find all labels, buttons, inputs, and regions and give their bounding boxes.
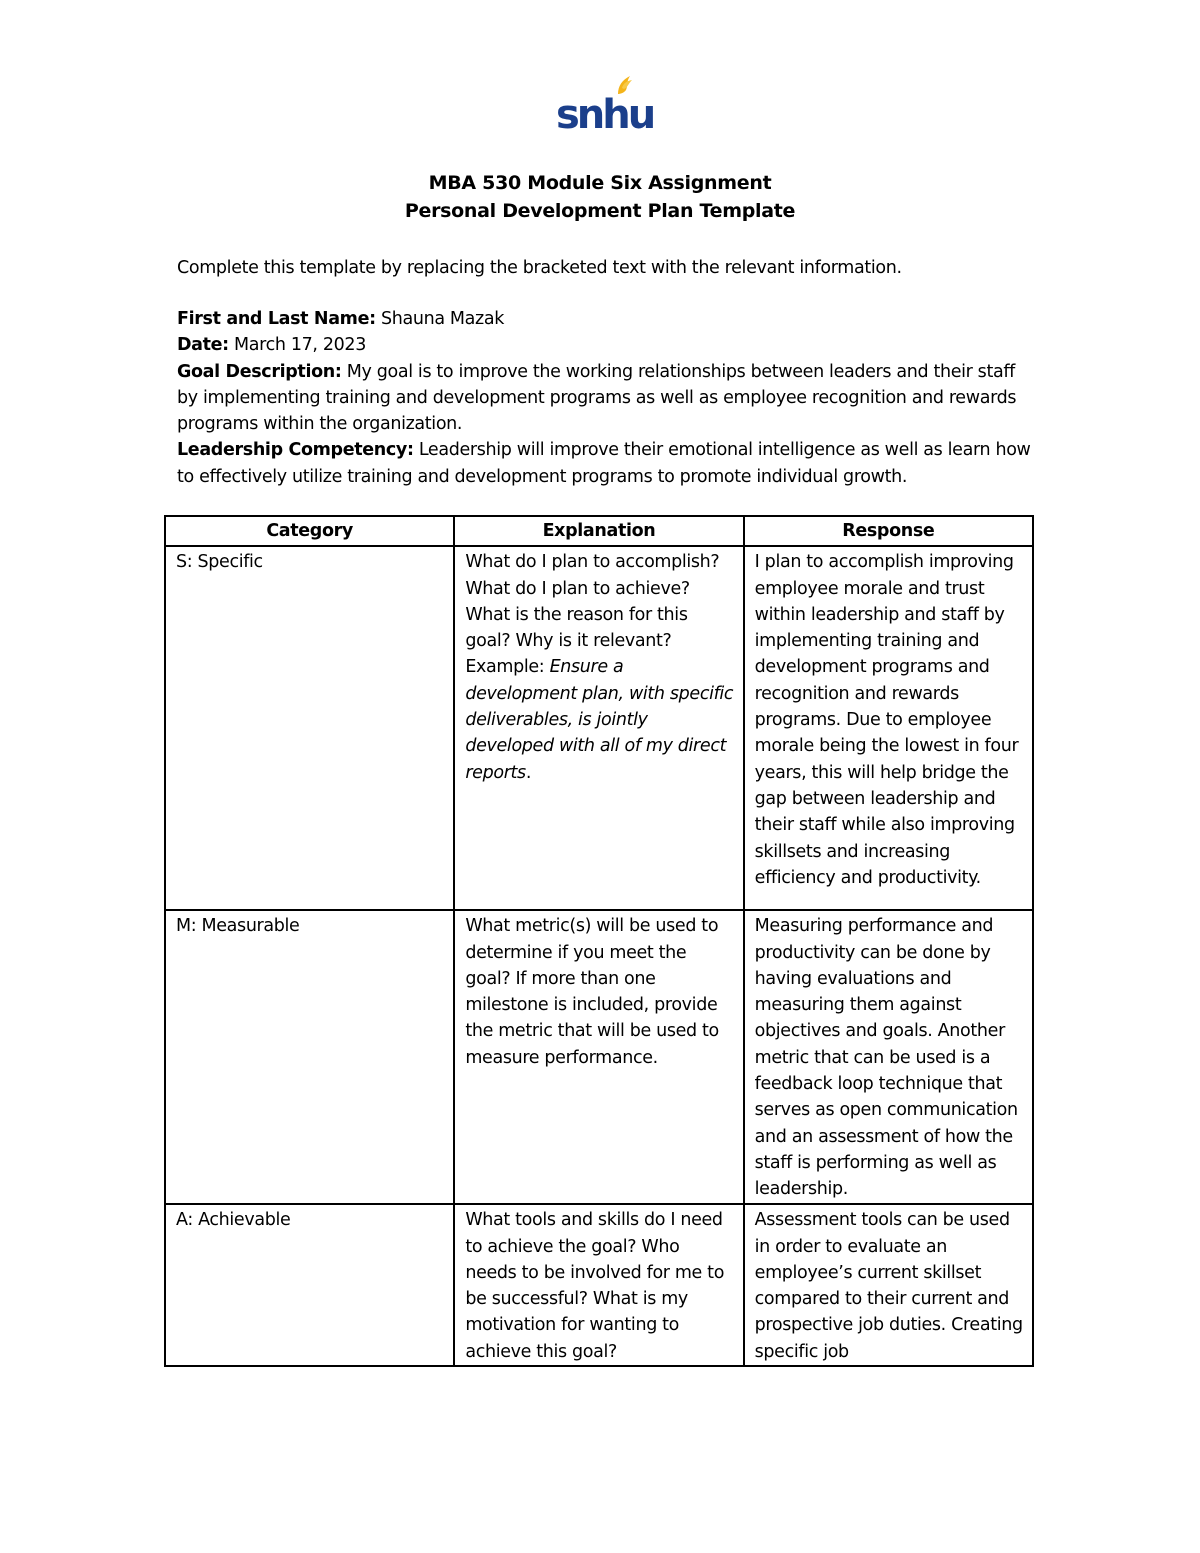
response-cell: Measuring performance and productivity can be done by having evaluations and measuring them against objectives and goals. Another metric that can be used is a feedback loop technique that serves as open communication and an assessment of how the staff is performing as well as leadership. (744, 910, 1033, 1204)
competency-label: Leadership Competency: (177, 440, 414, 461)
document-subtitle: Personal Development Plan Template (404, 200, 796, 222)
name-label: First and Last Name: (177, 309, 376, 329)
document-title: MBA 530 Module Six Assignment (428, 172, 772, 194)
date-value: March 17, 2023 (228, 335, 366, 356)
table-row (165, 910, 1033, 1204)
plan-details (177, 306, 1037, 490)
explanation-text: What do I plan to accomplish? What do I plan to achieve? What is the reason for this goal? Why is it relevant? Example: (465, 552, 720, 678)
smart-goal-table (164, 515, 1034, 1367)
response-cell (744, 1204, 1033, 1366)
instructions-text: Complete this template by replacing the bracketed text with the relevant information. (177, 258, 902, 278)
table-row (165, 546, 1033, 910)
explanation-cell: What metric(s) will be used to determine if you meet the goal? If more than one milestone is included, provide the metric that will be used to measure performance. (454, 910, 743, 1204)
competency-value: Leadership will improve their emotional intelligence as well as learn how to effectively utilize training and development programs to promote individual growth. (177, 440, 1031, 487)
response-text: Assessment tools can be used in order to evaluate an employee’s current skillset compared to their current and prospective job duties. Creating specific job (754, 1210, 1023, 1362)
date-label: Date: (177, 335, 229, 356)
example-end: . (525, 762, 532, 783)
header-response: Response (744, 516, 1033, 546)
category-cell: M: Measurable (165, 910, 454, 1204)
snhu-logo (556, 72, 654, 138)
name-value: Shauna Mazak (375, 309, 505, 329)
goal-line (177, 359, 1037, 438)
competency-line (177, 437, 1037, 490)
name-line (177, 306, 1037, 332)
header-explanation: Explanation (454, 516, 743, 546)
category-cell: A: Achievable (165, 1204, 454, 1366)
goal-value: My goal is to improve the working relationships between leaders and their staff by implementing training and development programs as well as employee recognition and rewards programs within the organization. (177, 361, 1017, 435)
explanation-cell (454, 546, 743, 910)
table-header-row (165, 516, 1033, 546)
svg-text:snhu: snhu (556, 92, 654, 138)
table-row (165, 1204, 1033, 1366)
explanation-cell: What tools and skills do I need to achieve the goal? Who needs to be involved for me to be successful? What is my motivation for wanting to achieve this goal? (454, 1204, 743, 1366)
response-cell: I plan to accomplish improving employee morale and trust within leadership and staff by implementing training and development programs and recognition and rewards programs. Due to employee morale being the lowest in four years, this will help bridge the gap between leadership and their staff while also improving skillsets and increasing efficiency and productivity. (744, 546, 1033, 910)
date-line (177, 332, 1037, 358)
header-category: Category (165, 516, 454, 546)
category-cell: S: Specific (165, 546, 454, 910)
goal-label: Goal Description: (177, 361, 342, 382)
example-text: Ensure a development plan, with specific deliverables, is jointly developed with all of my direct reports (465, 657, 734, 783)
